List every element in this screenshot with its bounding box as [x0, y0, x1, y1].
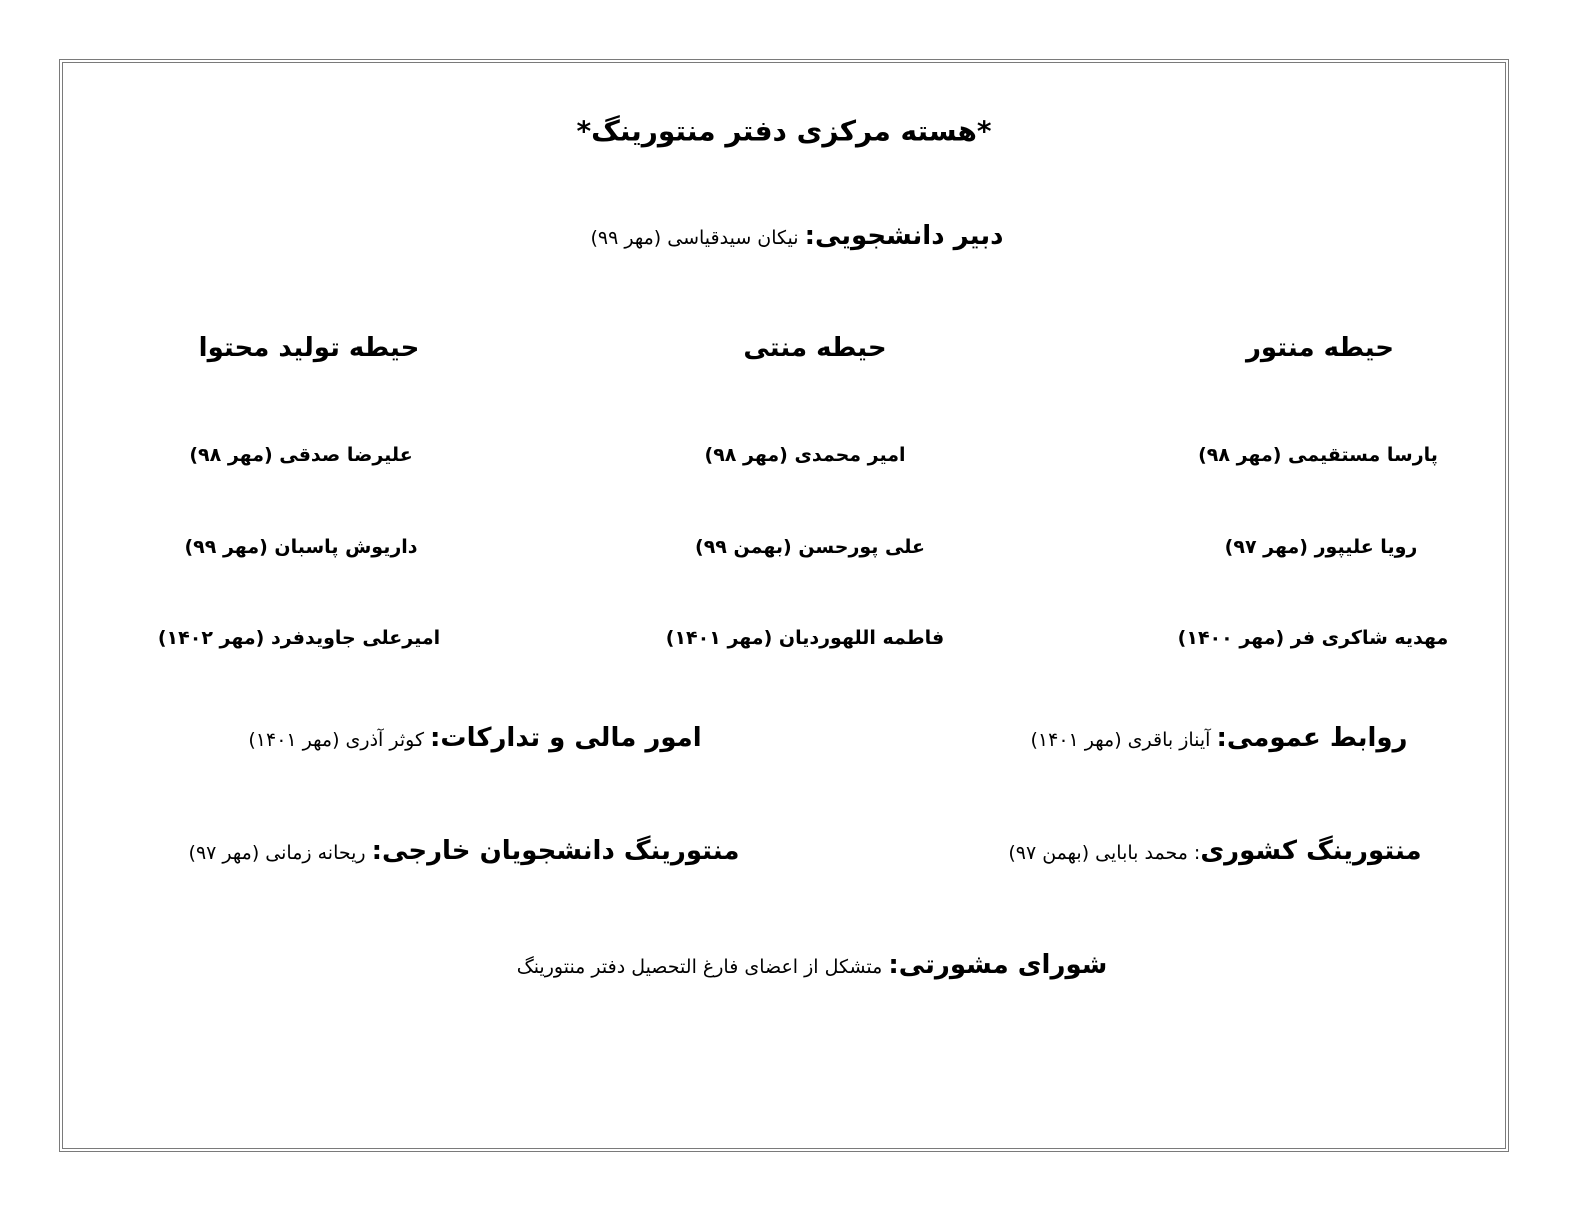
- mentee-member: علی پورحسن (بهمن ۹۹): [695, 536, 925, 558]
- document-title: *هسته مرکزی دفتر منتورینگ*: [576, 114, 992, 148]
- public-relations-label: روابط عمومی:: [1216, 723, 1408, 753]
- advisory-line: [517, 950, 1108, 980]
- mentee-member: امیر محمدی (مهر ۹۸): [704, 444, 906, 466]
- finance-label: امور مالی و تدارکات:: [430, 723, 702, 753]
- content-member: امیرعلی جاویدفرد (مهر ۱۴۰۲): [157, 627, 441, 649]
- secretary-value: نیکان سیدقیاسی (مهر ۹۹): [590, 227, 805, 249]
- public-relations-line: [1030, 723, 1407, 753]
- section-heading-mentor: حیطه منتور: [1245, 333, 1395, 363]
- secretary-line: [590, 221, 1003, 251]
- advisory-value: متشکل از اعضای فارغ التحصیل دفتر منتورینگ: [516, 956, 889, 978]
- public-relations-value: آیناز باقری (مهر ۱۴۰۱): [1030, 729, 1217, 751]
- finance-value: کوثر آذری (مهر ۱۴۰۱): [248, 729, 431, 751]
- content-member: علیرضا صدقی (مهر ۹۸): [189, 444, 413, 466]
- national-mentoring-label: منتورینگ کشوری: [1200, 836, 1422, 866]
- mentor-member: مهدیه شاکری فر (مهر ۱۴۰۰): [1177, 627, 1449, 649]
- section-heading-content: حیطه تولید محتوا: [198, 333, 420, 363]
- mentor-member: رویا علیپور (مهر ۹۷): [1224, 536, 1418, 558]
- international-mentoring-line: [189, 836, 740, 866]
- finance-line: [248, 723, 701, 753]
- content-member: داریوش پاسبان (مهر ۹۹): [184, 536, 418, 558]
- section-heading-mentee: حیطه منتی: [743, 333, 887, 363]
- advisory-label: شورای مشورتی:: [888, 950, 1108, 980]
- mentor-member: پارسا مستقیمی (مهر ۹۸): [1198, 444, 1438, 466]
- national-mentoring-line: [1008, 836, 1421, 866]
- secretary-label: دبیر دانشجویی:: [804, 221, 1004, 251]
- international-mentoring-value: ریحانه زمانی (مهر ۹۷): [188, 842, 372, 864]
- international-mentoring-label: منتورینگ دانشجویان خارجی:: [371, 836, 740, 866]
- mentee-member: فاطمه اللهوردیان (مهر ۱۴۰۱): [665, 627, 945, 649]
- national-mentoring-value: : محمد بابایی (بهمن ۹۷): [1008, 842, 1201, 864]
